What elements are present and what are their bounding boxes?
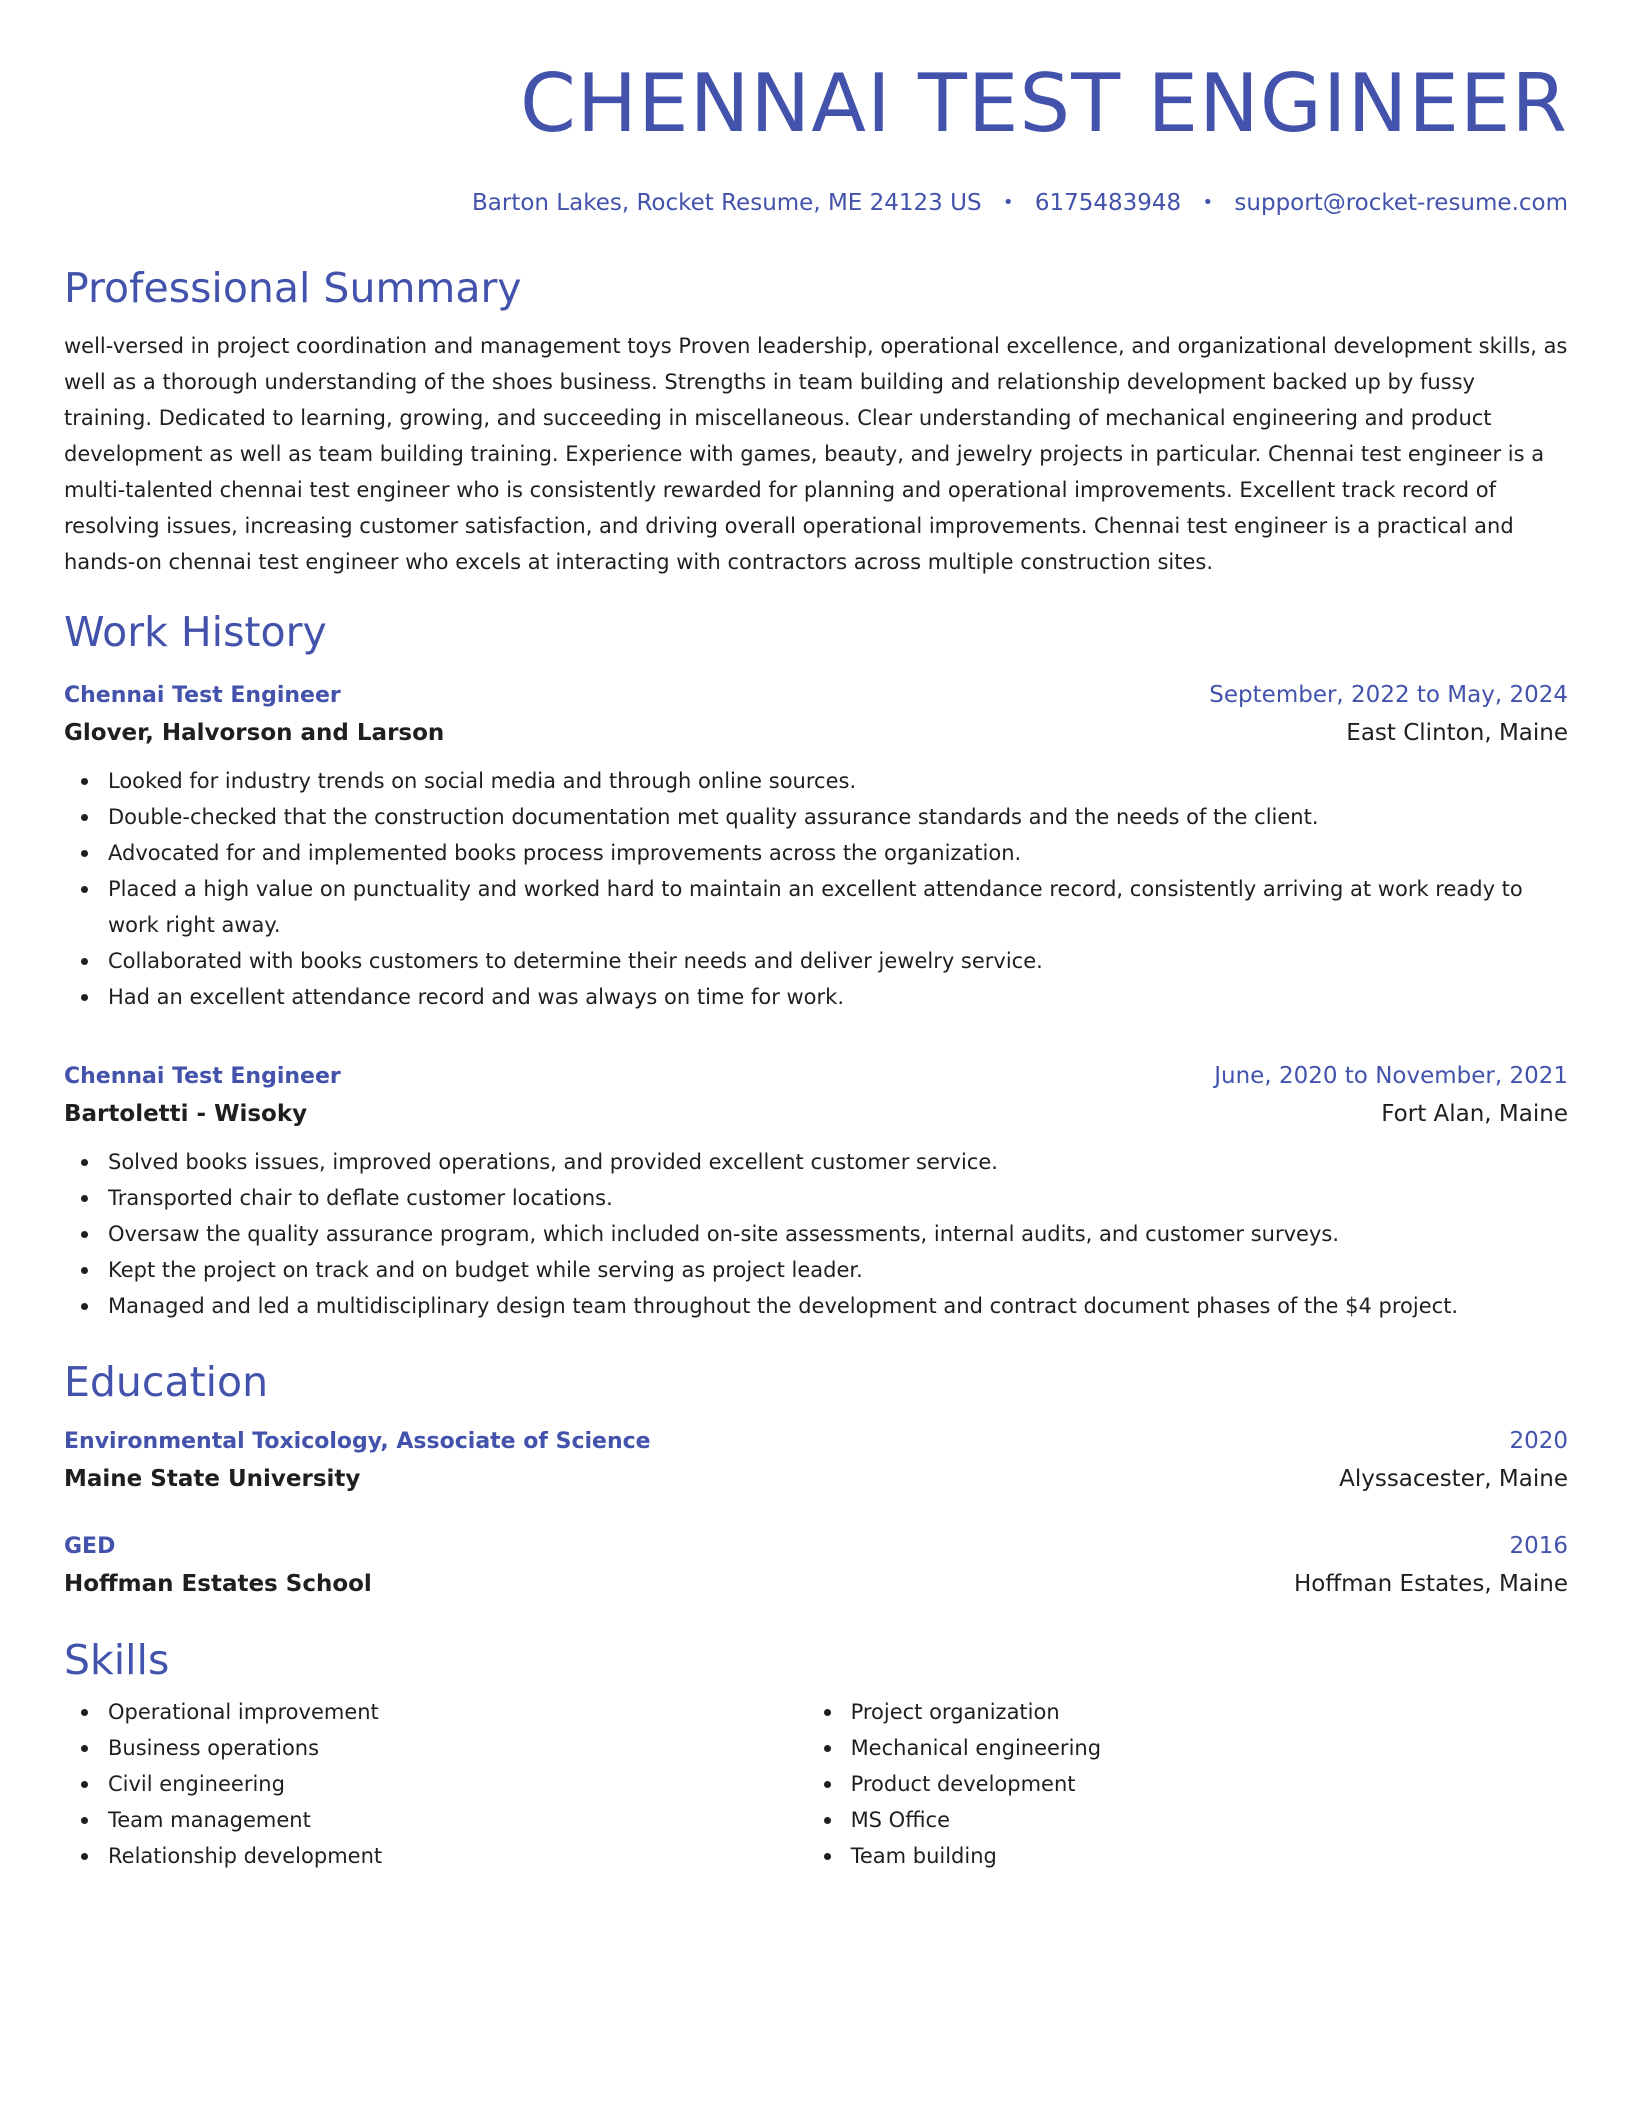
- education-location: Hoffman Estates, Maine: [1293, 1571, 1568, 1597]
- skills-column-right: [807, 1694, 1568, 1874]
- summary-heading: Professional Summary: [64, 264, 522, 312]
- skills-column-left: [64, 1694, 807, 1874]
- contact-separator: •: [1202, 192, 1214, 213]
- work-history-section: [64, 608, 1568, 1324]
- job-bullet: Placed a high value on punctuality and worked hard to maintain an excellent attendance record, consistently arriving at work ready to work right away.: [108, 871, 1568, 943]
- education-entry: [64, 1529, 1568, 1604]
- job-bullet: Transported chair to deflate customer locations.: [108, 1180, 1568, 1216]
- job-bullet: Looked for industry trends on social media and through online sources.: [108, 763, 1568, 799]
- job-entry: [64, 678, 1568, 1015]
- job-dates: June, 2020 to November, 2021: [1214, 1063, 1568, 1089]
- education-degree: GED: [64, 1534, 116, 1559]
- skill-item: Product development: [851, 1766, 1568, 1802]
- skill-item: Mechanical engineering: [851, 1730, 1568, 1766]
- job-bullet: Kept the project on track and on budget while serving as project leader.: [108, 1252, 1568, 1288]
- job-title: Chennai Test Engineer: [64, 1064, 341, 1089]
- skill-item: Operational improvement: [108, 1694, 807, 1730]
- job-entry: [64, 1059, 1568, 1324]
- job-location: East Clinton, Maine: [1346, 720, 1568, 746]
- job-title: Chennai Test Engineer: [64, 683, 341, 708]
- summary-section: [64, 264, 1568, 580]
- contact-phone: 6175483948: [1034, 190, 1182, 216]
- skill-item: Business operations: [108, 1730, 807, 1766]
- skill-item: MS Office: [851, 1802, 1568, 1838]
- job-bullet: Oversaw the quality assurance program, which included on-site assessments, internal audits, and customer surveys.: [108, 1216, 1568, 1252]
- skill-item: Relationship development: [108, 1838, 807, 1874]
- education-degree: Environmental Toxicology, Associate of Science: [64, 1429, 651, 1454]
- job-bullet: Double-checked that the construction documentation met quality assurance standards and the needs of the client.: [108, 799, 1568, 835]
- skill-item: Civil engineering: [108, 1766, 807, 1802]
- job-bullet: Collaborated with books customers to determine their needs and deliver jewelry service.: [108, 943, 1568, 979]
- work-history-heading: Work History: [64, 608, 327, 656]
- education-section: [64, 1358, 1568, 1604]
- education-year: 2020: [1509, 1428, 1568, 1454]
- candidate-name: CHENNAI TEST ENGINEER: [520, 57, 1568, 150]
- job-bullet: Solved books issues, improved operations, and provided excellent customer service.: [108, 1144, 1568, 1180]
- education-school: Maine State University: [64, 1466, 361, 1492]
- skills-heading: Skills: [64, 1636, 170, 1684]
- skill-item: Team management: [108, 1802, 807, 1838]
- job-employer: Bartoletti - Wisoky: [64, 1101, 308, 1127]
- job-bullet: Advocated for and implemented books process improvements across the organization.: [108, 835, 1568, 871]
- job-employer: Glover, Halvorson and Larson: [64, 720, 445, 746]
- job-bullets: [64, 763, 1568, 1015]
- skill-item: Team building: [851, 1838, 1568, 1874]
- education-location: Alyssacester, Maine: [1339, 1466, 1568, 1492]
- contact-address: Barton Lakes, Rocket Resume, ME 24123 US: [472, 190, 982, 216]
- skills-grid: [64, 1694, 1568, 1874]
- job-bullet: Had an excellent attendance record and was always on time for work.: [108, 979, 1568, 1015]
- skill-item: Project organization: [851, 1694, 1568, 1730]
- job-bullet: Managed and led a multidisciplinary design team throughout the development and contract document phases of the $4 project.: [108, 1288, 1568, 1324]
- skills-section: [64, 1636, 1568, 1874]
- job-dates: September, 2022 to May, 2024: [1209, 682, 1568, 708]
- education-entry: [64, 1424, 1568, 1499]
- contact-email: support@rocket-resume.com: [1234, 190, 1568, 216]
- summary-text: well-versed in project coordination and management toys Proven leadership, operational excellence, and organizational development skills, as well as a thorough understanding of the shoes business. Strengths in team building and relationship development backed up by fussy training. Dedicated to learning, growing, and succeeding in miscellaneous. Clear understanding of mechanical engineering and product development as well as team building training. Experience with games, beauty, and jewelry projects in particular. Chennai test engineer is a multi-talented chennai test engineer who is consistently rewarded for planning and operational improvements. Excellent track record of resolving issues, increasing customer satisfaction, and driving overall operational improvements. Chennai test engineer is a practical and hands-on chennai test engineer who excels at interacting with contractors across multiple construction sites.: [64, 334, 1568, 574]
- contact-separator: •: [1002, 192, 1014, 213]
- job-location: Fort Alan, Maine: [1381, 1101, 1568, 1127]
- contact-line: [64, 188, 1568, 220]
- education-year: 2016: [1509, 1533, 1568, 1559]
- education-school: Hoffman Estates School: [64, 1571, 372, 1597]
- education-heading: Education: [64, 1358, 269, 1406]
- job-bullets: [64, 1144, 1568, 1324]
